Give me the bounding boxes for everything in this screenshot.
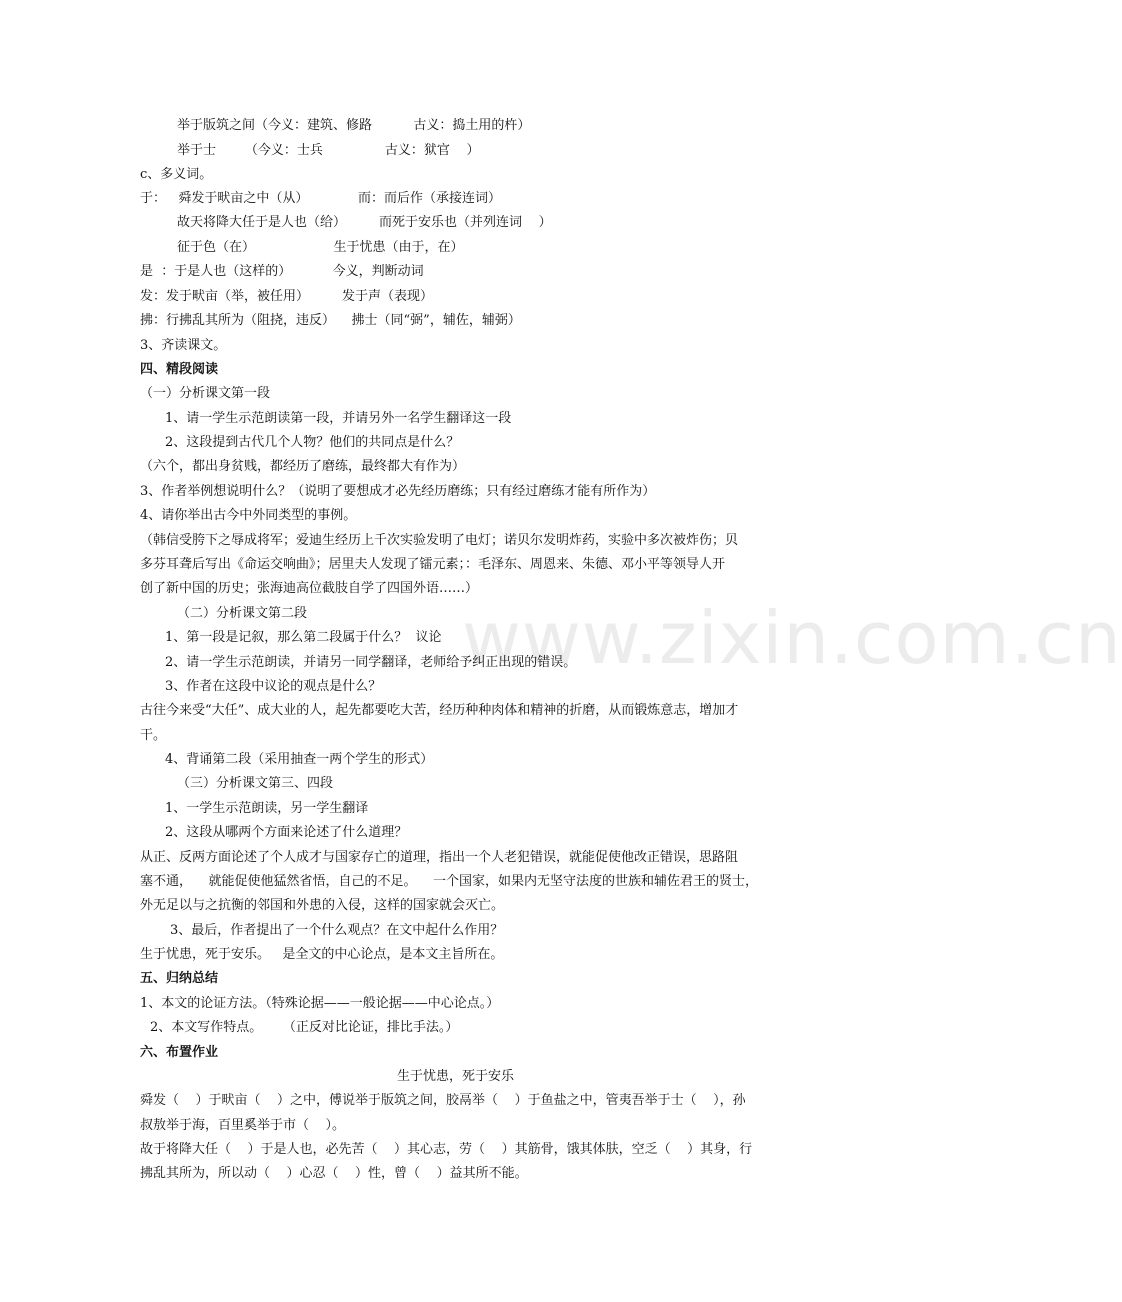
text-line: 2、请一学生示范朗读，并请另一同学翻译，老师给予纠正出现的错误。 <box>165 655 577 670</box>
text-line: 1、请一学生示范朗读第一段，并请另外一名学生翻译这一段 <box>165 411 512 426</box>
text-line: 3、齐读课文。 <box>140 338 227 353</box>
text-line: 拂乱其所为，所以动（ ）心忍（ ）性，曾（ ）益其所不能。 <box>140 1166 528 1181</box>
text-line: 故于将降大任（ ）于是人也，必先苦（ ）其心志，劳（ ）其筋骨，饿其体肤，空乏（ ）其身，行 <box>140 1142 753 1157</box>
text-line: 4、请你举出古今中外同类型的事例。 <box>140 508 357 523</box>
text-line: 叔敖举于海，百里奚举于市（ ）。 <box>140 1118 346 1133</box>
text-line: 创了新中国的历史；张海迪高位截肢自学了四国外语……） <box>140 581 479 596</box>
text-line: 舜发（ ）于畎亩（ ）之中，傅说举于版筑之间，胶鬲举（ ）于鱼盐之中，管夷吾举于士（ ），孙 <box>140 1093 746 1108</box>
text-line: 举于士 （今义：士兵 古义：狱官 ） <box>177 143 480 158</box>
text-line: 2、这段从哪两个方面来论述了什么道理？ <box>165 825 408 840</box>
section-heading: 六、布置作业 <box>140 1045 219 1060</box>
text-line: 从正、反两方面论述了个人成才与国家存亡的道理，指出一个人老犯错误，就能促使他改正错误，思路阻 <box>140 850 739 865</box>
watermark: www.zixin.com.cn <box>462 596 1122 680</box>
text-line: 3、作者在这段中议论的观点是什么？ <box>165 679 382 694</box>
text-line: 于： 舜发于畎亩之中（从） 而：而后作（承接连词） <box>140 191 501 206</box>
text-line: 干。 <box>140 728 167 743</box>
text-line: 3、作者举例想说明什么？（说明了要想成才必先经历磨练；只有经过磨练才能有所作为） <box>140 484 656 499</box>
section-heading: 五、归纳总结 <box>140 971 219 986</box>
text-line: 是 ：于是人也（这样的） 今义，判断动词 <box>140 264 424 279</box>
subsection-heading: （一）分析课文第一段 <box>140 386 271 401</box>
text-line: 故天将降大任于是人也（给） 而死于安乐也（并列连词 ） <box>177 215 552 230</box>
text-line: 塞不通， 就能促使他猛然省悟，自己的不足。 一个国家，如果内无坚守法度的世族和辅佐君王的贤士， <box>140 874 759 889</box>
text-line: c、多义词。 <box>140 167 213 182</box>
text-line: 2、这段提到古代几个人物？他们的共同点是什么？ <box>165 435 460 450</box>
text-line: 2、本文写作特点。 （正反对比论证，排比手法。） <box>150 1020 459 1035</box>
section-heading: 四、精段阅读 <box>140 362 219 377</box>
text-line: 发：发于畎亩（举，被任用） 发于声（表现） <box>140 289 434 304</box>
text-line: 征于色（在） 生于忧患（由于，在） <box>177 240 464 255</box>
text-line: 举于版筑之间（今义：建筑、修路 古义：捣土用的杵） <box>177 118 531 133</box>
text-line: 3、最后，作者提出了一个什么观点？在文中起什么作用？ <box>170 923 504 938</box>
text-line: 1、一学生示范朗读，另一学生翻译 <box>165 801 369 816</box>
text-line: 生于忧患，死于安乐。 是全文的中心论点，是本文主旨所在。 <box>140 947 504 962</box>
text-line: 古往今来受“大任”、成大业的人，起先都要吃大苦，经历种种肉体和精神的折磨，从而锻炼意志，增加才 <box>140 703 739 718</box>
text-line: 4、背诵第二段（采用抽查一两个学生的形式） <box>165 752 434 767</box>
text-line: 拂：行拂乱其所为（阻挠，违反） 拂士（同“弼”，辅佐，辅弼） <box>140 313 521 328</box>
text-line: 1、本文的论证方法。（特殊论据——一般论据——中心论点。） <box>140 996 500 1011</box>
subsection-heading: （二）分析课文第二段 <box>177 606 308 621</box>
text-line: （韩信受胯下之辱成将军；爱迪生经历上千次实验发明了电灯；诺贝尔发明炸药，实验中多次被炸伤；贝 <box>140 533 739 548</box>
text-line: 外无足以与之抗衡的邻国和外患的入侵，这样的国家就会灭亡。 <box>140 898 505 913</box>
text-line: 多芬耳聋后写出《命运交响曲》；居里夫人发现了镭元素；：毛泽东、周恩来、朱德、邓小平等领导人开 <box>140 557 726 572</box>
text-line: （六个，都出身贫贱，都经历了磨练，最终都大有作为） <box>140 459 466 474</box>
exercise-title: 生于忧患，死于安乐 <box>397 1069 515 1084</box>
subsection-heading: （三）分析课文第三、四段 <box>177 776 334 791</box>
text-line: 1、第一段是记叙，那么第二段属于什么？ 议论 <box>165 630 442 645</box>
